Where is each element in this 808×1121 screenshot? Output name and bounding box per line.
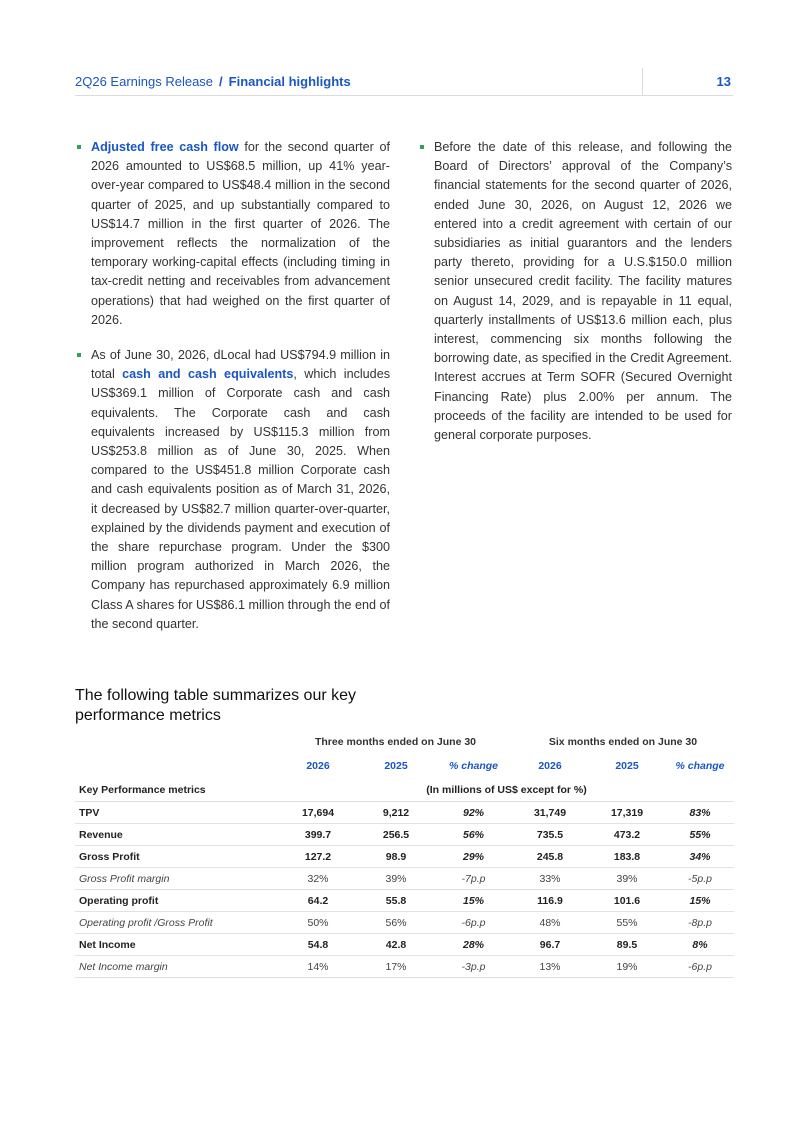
year-header: 2026 [306, 760, 330, 772]
cell-value: 256.5 [357, 824, 435, 846]
row-label: TPV [75, 802, 279, 824]
cell-value: 98.9 [357, 846, 435, 868]
cell-value: 50% [279, 912, 357, 934]
cell-change: -6p.p [666, 956, 734, 978]
cell-value: 116.9 [512, 890, 588, 912]
cell-value: 39% [588, 868, 666, 890]
cell-value: 735.5 [512, 824, 588, 846]
cell-change: 28% [435, 934, 512, 956]
row-label: Gross Profit margin [75, 868, 279, 890]
cell-change: -3p.p [435, 956, 512, 978]
cell-value: 33% [512, 868, 588, 890]
cell-value: 245.8 [512, 846, 588, 868]
change-header: % change [448, 760, 498, 772]
bullet-marker [420, 145, 424, 149]
year-header: 2026 [538, 760, 562, 772]
cell-value: 17,694 [279, 802, 357, 824]
cell-change: 15% [666, 890, 734, 912]
cell-change: 56% [435, 824, 512, 846]
empty-cell [75, 731, 279, 753]
table-title: The following table summarizes our key performance metrics [75, 687, 357, 724]
three-months-header: Three months ended on June 30 [314, 736, 477, 748]
cell-value: 55.8 [357, 890, 435, 912]
row-label: Net Income margin [75, 956, 279, 978]
page-number: 13 [716, 74, 731, 89]
kpi-header-row [75, 779, 734, 802]
cell-change: 55% [666, 824, 734, 846]
table-row [75, 802, 734, 824]
cell-value: 42.8 [357, 934, 435, 956]
left-column [75, 138, 390, 650]
cell-value: 89.5 [588, 934, 666, 956]
year-header: 2025 [615, 760, 639, 772]
row-label: Operating profit /Gross Profit [75, 912, 279, 934]
cell-change: 92% [435, 802, 512, 824]
cell-value: 19% [588, 956, 666, 978]
units-note: (In millions of US$ except for %) [279, 779, 734, 802]
bullet-marker [77, 353, 81, 357]
row-label: Net Income [75, 934, 279, 956]
cell-value: 54.8 [279, 934, 357, 956]
row-label: Gross Profit [75, 846, 279, 868]
cell-value: 473.2 [588, 824, 666, 846]
page-header [75, 68, 733, 96]
cell-value: 55% [588, 912, 666, 934]
table-row [75, 890, 734, 912]
cell-value: 101.6 [588, 890, 666, 912]
breadcrumb [75, 74, 351, 89]
bullet-text: As of June 30, 2026, dLocal had US$794.9 million in total [91, 348, 390, 382]
cash-equivalents-link[interactable]: cash and cash equivalents [122, 367, 294, 382]
cell-change: 34% [666, 846, 734, 868]
cell-change: 15% [435, 890, 512, 912]
adjusted-fcf-link[interactable]: Adjusted free cash flow [91, 140, 239, 154]
cell-value: 64.2 [279, 890, 357, 912]
cell-value: 39% [357, 868, 435, 890]
cell-change: -6p.p [435, 912, 512, 934]
kpi-label: Key Performance metrics [75, 779, 279, 802]
cell-value: 31,749 [512, 802, 588, 824]
cell-value: 399.7 [279, 824, 357, 846]
table-group-header [75, 731, 734, 753]
table-row [75, 956, 734, 978]
bullet-adjusted-fcf [75, 138, 390, 330]
cell-value: 127.2 [279, 846, 357, 868]
table-year-header [75, 753, 734, 779]
cell-value: 96.7 [512, 934, 588, 956]
bullet-text: for the second quarter of 2026 amounted to US$68.5 million, up 41% year-over-year compared to US$48.4 million in the second quarter of 2025, and up substantially compared to US$14.7 million in the first quarter of 2026. The improvement reflects the normalization of the temporary working-capital effects (including timing in tax-credit netting and receivables from advancement operations) that had weighed on the first quarter of 2026. [91, 140, 390, 327]
right-column [418, 138, 732, 461]
cell-value: 17,319 [588, 802, 666, 824]
table-row [75, 912, 734, 934]
cell-value: 9,212 [357, 802, 435, 824]
cell-value: 14% [279, 956, 357, 978]
cell-value: 56% [357, 912, 435, 934]
cell-change: -5p.p [666, 868, 734, 890]
row-label: Revenue [75, 824, 279, 846]
year-header: 2025 [384, 760, 408, 772]
cell-value: 183.8 [588, 846, 666, 868]
table-row [75, 934, 734, 956]
kpi-table [75, 731, 734, 978]
header-divider [642, 68, 643, 95]
release-title: 2Q26 Earnings Release [75, 74, 214, 89]
bullet-marker [77, 145, 81, 149]
cell-change: 29% [435, 846, 512, 868]
table-row [75, 824, 734, 846]
breadcrumb-separator: / [219, 74, 223, 89]
cell-value: 32% [279, 868, 357, 890]
bullet-credit-agreement [418, 138, 732, 445]
cell-value: 13% [512, 956, 588, 978]
six-months-header: Six months ended on June 30 [548, 736, 698, 748]
cell-value: 17% [357, 956, 435, 978]
cell-change: 83% [666, 802, 734, 824]
section-title: Financial highlights [228, 74, 351, 89]
change-header: % change [675, 760, 725, 772]
cell-change: 8% [666, 934, 734, 956]
bullet-cash [75, 346, 390, 634]
bullet-text: , which includes US$369.1 million of Corporate cash and cash equivalents. The Corporate cash and cash equivalents increased by US$115.3 million from US$253.8 million as of June 30, 2025. When compared to the US$451.8 million Corporate cash and cash equivalents position as of March 31, 2026, it decreased by US$82.7 million quarter-over-quarter, explained by the dividends payment and execution of the share repurchase program. Under the $300 million program authorized in March 2026, the Company has repurchased approximately 6.9 million Class A shares for US$86.1 million through the end of the second quarter. [91, 367, 390, 631]
row-label: Operating profit [75, 890, 279, 912]
cell-change: -7p.p [435, 868, 512, 890]
cell-value: 48% [512, 912, 588, 934]
empty-cell [75, 753, 279, 779]
cell-change: -8p.p [666, 912, 734, 934]
table-row [75, 868, 734, 890]
table-row [75, 846, 734, 868]
bullet-text: Before the date of this release, and following the Board of Directors’ approval of the Company’s financial statements for the second quarter of 2026, ended June 30, 2026, on August 12, 2026 we entered into a credit agreement with certain of our subsidiaries as initial guarantors and the lenders party thereto, providing for a U.S.$150.0 million senior unsecured credit facility. The facility matures on August 14, 2029, and is repayable in 11 equal, quarterly installments of US$13.6 million each, plus interest, commencing six months following the borrowing date, as specified in the Credit Agreement. Interest accrues at Term SOFR (Secured Overnight Financing Rate) plus 2.00% per annum. The proceeds of the facility are intended to be used for general corporate purposes. [434, 140, 732, 443]
